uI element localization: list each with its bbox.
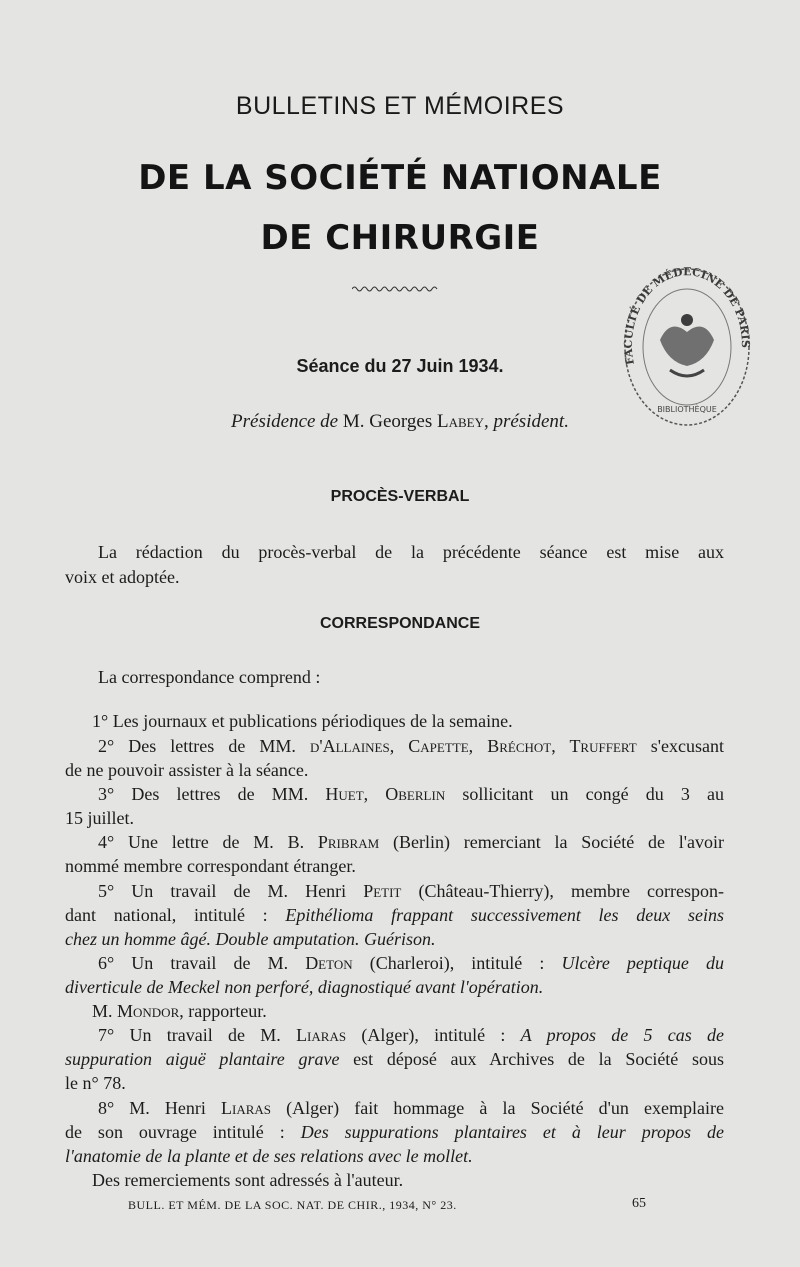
session-date: Séance du 27 Juin 1934. [296, 356, 504, 376]
item-5-line1: 5° Un travail de M. Henri Petit (Château-Thierry), membre correspon- [98, 881, 725, 901]
journal-title-line3: DE CHIRURGIE [260, 218, 540, 258]
item-4-line1: 4° Une lettre de M. B. Pribram (Berlin) remerciant la Société de l'avoir [98, 832, 725, 852]
item-6-line1: 6° Un travail de M. Deton (Charleroi), intitulé : Ulcère peptique du [98, 953, 725, 973]
svg-text:FACULTÉ DE MÉDECINE DE PARIS: FACULTÉ DE MÉDECINE DE PARIS [621, 265, 753, 366]
item-3-line2: 15 juillet. [65, 808, 134, 828]
item-2-line1: 2° Des lettres de MM. d'Allaines, Capette, Bréchot, Truffert s'excusant [98, 736, 725, 756]
president-name: Labey [436, 411, 484, 432]
item-6-rapporteur: M. Mondor, rapporteur. [92, 1001, 267, 1021]
pv-text-line1: La rédaction du procès-verbal de la précédente séance est mise aux [98, 542, 724, 562]
presidency-m: M. Georges [342, 411, 433, 432]
item-8-line2: de son ouvrage intitulé : Des suppurations plantaires et à leur propos de [65, 1122, 724, 1142]
item-8-line3: l'anatomie de la plante et de ses relations avec le mollet. [65, 1146, 473, 1166]
presidency-line: Présidence de M. Georges Labey, président. [231, 411, 569, 432]
pv-text-line2: voix et adoptée. [65, 567, 180, 587]
item-7-line1: 7° Un travail de M. Liaras (Alger), intitulé : A propos de 5 cas de [98, 1025, 725, 1045]
item-2-line2: de ne pouvoir assister à la séance. [65, 760, 309, 780]
item-5-line2: dant national, intitulé : Epithélioma frappant successivement les deux seins [65, 905, 724, 925]
footer-citation: BULL. ET MÉM. DE LA SOC. NAT. DE CHIR., 1934, N° 23. [128, 1198, 457, 1212]
item-7-line3: le n° 78. [65, 1073, 126, 1093]
item-5-line3: chez un homme âgé. Double amputation. Guérison. [65, 929, 436, 949]
presidency-prefix: Présidence de [231, 411, 339, 432]
library-stamp-seal [612, 252, 762, 432]
journal-title-line2: DE LA SOCIÉTÉ NATIONALE [138, 158, 662, 198]
journal-title-line1: BULLETINS ET MÉMOIRES [235, 92, 565, 120]
correspondance-intro: La correspondance comprend : [98, 667, 321, 687]
page-number: 65 [632, 1196, 646, 1211]
item-4-line2: nommé membre correspondant étranger. [65, 856, 356, 876]
wavy-rule-ornament [352, 284, 438, 294]
item-3-line1: 3° Des lettres de MM. Huet, Oberlin sollicitant un congé du 3 au [98, 784, 724, 804]
item-7-line2: suppuration aiguë plantaire grave est déposé aux Archives de la Société sous [65, 1049, 725, 1069]
proces-verbal-heading: PROCÈS-VERBAL [330, 488, 470, 505]
item-1: 1° Les journaux et publications périodiques de la semaine. [92, 711, 513, 731]
item-6-line2: diverticule de Meckel non perforé, diagnostiqué avant l'opération. [65, 977, 544, 997]
presidency-suffix: président. [493, 411, 569, 432]
svg-text:BIBLIOTHÈQUE: BIBLIOTHÈQUE [657, 405, 717, 414]
item-8-thanks: Des remerciements sont adressés à l'auteur. [92, 1170, 404, 1190]
item-8-line1: 8° M. Henri Liaras (Alger) fait hommage à la Société d'un exemplaire [98, 1098, 724, 1118]
correspondance-heading: CORRESPONDANCE [319, 615, 480, 632]
